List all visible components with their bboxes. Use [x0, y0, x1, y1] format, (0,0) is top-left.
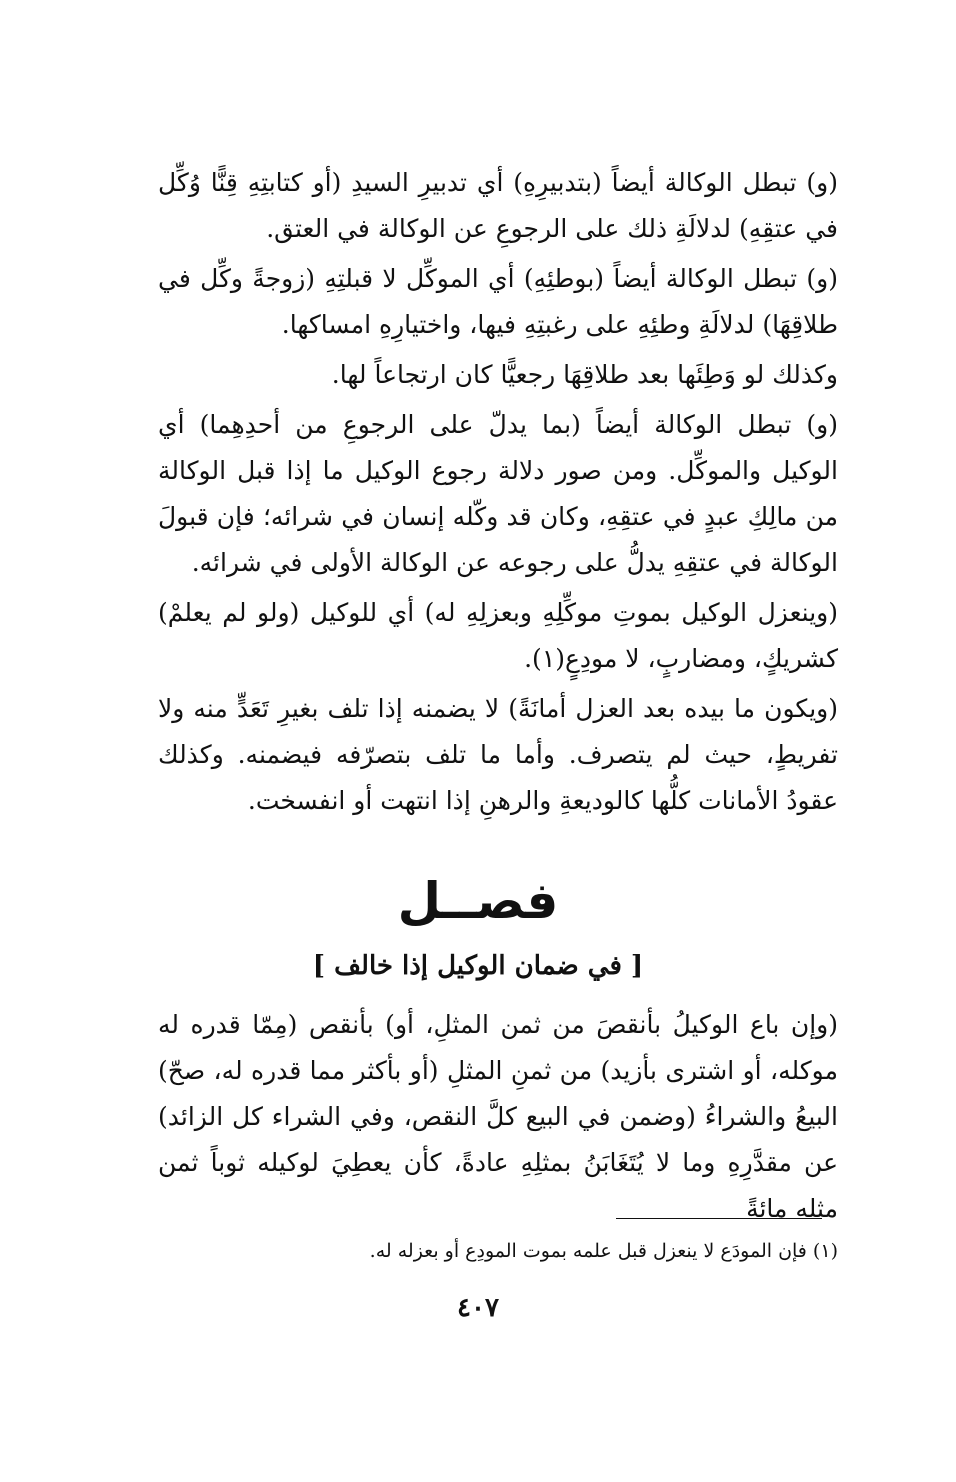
- paragraph-amana: (ويكون ما بيده بعد العزل أمانَةً) لا يضمنه إذا تلف بغيرِ تَعَدٍّ منه ولا تفريطٍ، حيث لم يتصرف. وأما ما تلف بتصرّفه فيضمنه. وكذلك عقودُ الأمانات كلُّها كالوديعةِ والرهنِ إذا انتهت أو انفسخت.: [158, 694, 838, 815]
- section-text-block: [158, 1002, 838, 1232]
- footnote-divider: [616, 1218, 822, 1219]
- section-heading: فصــل: [397, 872, 559, 930]
- footnote: (١) فإن المودَع لا ينعزل قبل علمه بموت المودِع أو بعزله له.: [369, 1240, 838, 1262]
- main-text-block: [158, 160, 838, 824]
- paragraph-tadbir: (و) تبطل الوكالة أيضاً (بتدبيرِهِ) أي تدبيرِ السيدِ (أو كتابتِهِ قِنًّا وُكِّل في عتقِهِ) لدلالَةِ ذلك على الرجوعِ عن الوكالة في العتق.: [158, 168, 838, 243]
- paragraph-wat: (و) تبطل الوكالة أيضاً (بوطئِهِ) أي الموكِّل لا قبلتِهِ (زوجةً وكِّل في طلاقِهَا) لدلالَةِ وطئِهِ على رغبتِهِ فيها، واختيارِهِ امساكها.: [158, 264, 838, 339]
- page-number: ٤٠٧: [457, 1293, 499, 1323]
- paragraph-raj: وكذلك لو وَطِئَها بعد طلاقِهَا رجعيًّا كان ارتجاعاً لها.: [331, 360, 838, 389]
- paragraph-ruju: (و) تبطل الوكالة أيضاً (بما يدلّ على الرجوعِ من أحدِهِما) أي الوكيل والموكِّل. ومن صور دلالة رجوع الوكيل ما إذا قبل الوكالة من مالِكِ عبدٍ في عتقِهِ، وكان قد وكّله إنسان في شرائه؛ فإن قبولَ الوكالة في عتقِهِ يدلُّ على رجوعه عن الوكالة الأولى في شرائه.: [158, 410, 838, 577]
- section-title: [ في ضمان الوكيل إذا خالف ]: [312, 951, 644, 981]
- paragraph-daman: (وإن باع الوكيلُ بأنقصَ من ثمن المثلِ، أو) بأنقص (مِمّا قدره له موكله، أو اشترى بأزيد) من ثمنِ المثلِ (أو بأكثر مما قدره له، صحّ) البيعُ والشراءُ (وضمن في البيع كلَّ النقص، وفي الشراء كل الزائد) عن مقدَّرِهِ وما لا يُتَغَابَنُ بمثلِهِ عادةً، كأن يعطِيَ لوكيله ثوباً ثمن مثله مائةً: [158, 1010, 838, 1223]
- paragraph-inizal: (وينعزل الوكيل بموتِ موكِّلِهِ وبعزلِهِ له) أي للوكيل (ولو لم يعلمْ) كشريكٍ، ومضاربٍ، لا مودِعٍ(١).: [158, 598, 838, 673]
